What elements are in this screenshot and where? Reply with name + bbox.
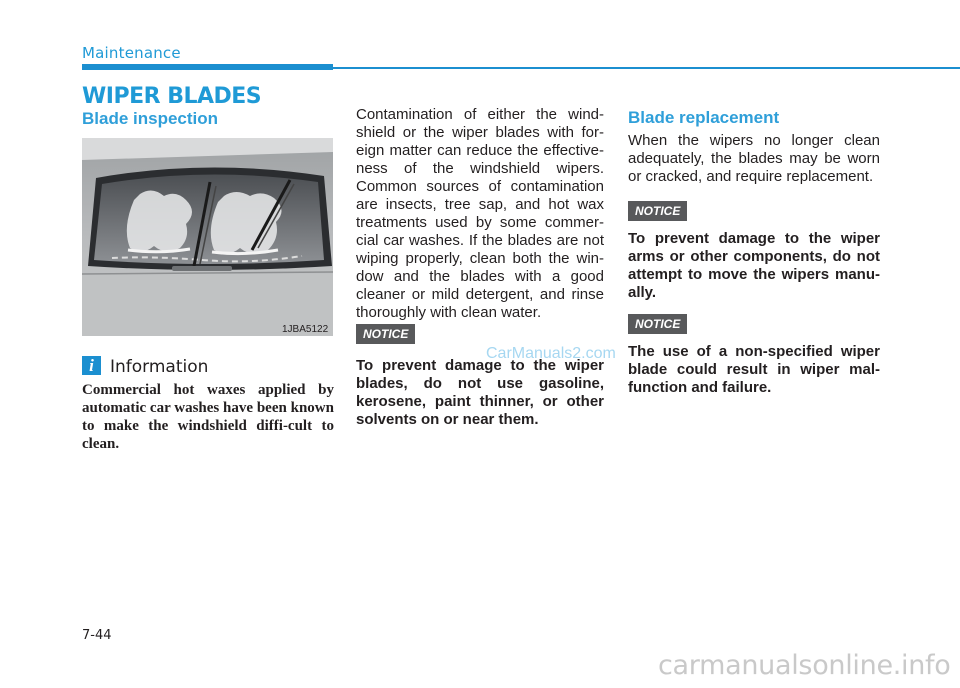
header-rule-thick: [82, 64, 333, 70]
watermark-carmanuals2: CarManuals2.com: [486, 345, 616, 362]
section-header-label: Maintenance: [82, 44, 181, 62]
blade-inspection-heading: Blade inspection: [82, 109, 219, 128]
notice-text-non-specified-blade: The use of a non-specified wiper blade could result in wiper mal-function and failure.: [628, 343, 880, 396]
watermark-carmanualsonline: carmanualsonline.info: [658, 650, 951, 681]
info-icon: i: [82, 356, 101, 375]
blade-replacement-heading: Blade replacement: [628, 108, 780, 127]
notice-badge: NOTICE: [356, 324, 415, 344]
information-heading: Information: [110, 357, 209, 377]
header-rule-thin: [333, 67, 960, 69]
image-caption: 1JBA5122: [282, 324, 329, 335]
notice-badge: NOTICE: [628, 201, 687, 221]
replacement-paragraph: When the wipers no longer clean adequately, the blades may be worn or cracked, and require replacement.: [628, 132, 880, 185]
notice-text-wiper-arms: To prevent damage to the wiper arms or other components, do not attempt to move the wipers manu-ally.: [628, 230, 880, 301]
notice-text-blade-solvents: To prevent damage to the wiper blades, do not use gasoline, kerosene, paint thinner, or other solvents on or near them.: [356, 357, 604, 428]
page-number: 7-44: [82, 628, 112, 643]
notice-badge: NOTICE: [628, 314, 687, 334]
windshield-wiper-illustration: [82, 138, 333, 336]
information-text: Commercial hot waxes applied by automatic car washes have been known to make the windshield diffi-cult to clean.: [82, 382, 334, 452]
page-title: WIPER BLADES: [82, 84, 262, 109]
contamination-paragraph: Contamination of either the wind-shield or the wiper blades with for-eign matter can reduce the effective-ness of the windshield wipers. Common sources of contamination are insects, tree sap, and hot wax treatments used by some commer-cial car washes. If the blades are not wiping properly, clean both the win-dow and the blades with a good cleaner or mild detergent, and rinse thoroughly with clean water.: [356, 106, 604, 321]
